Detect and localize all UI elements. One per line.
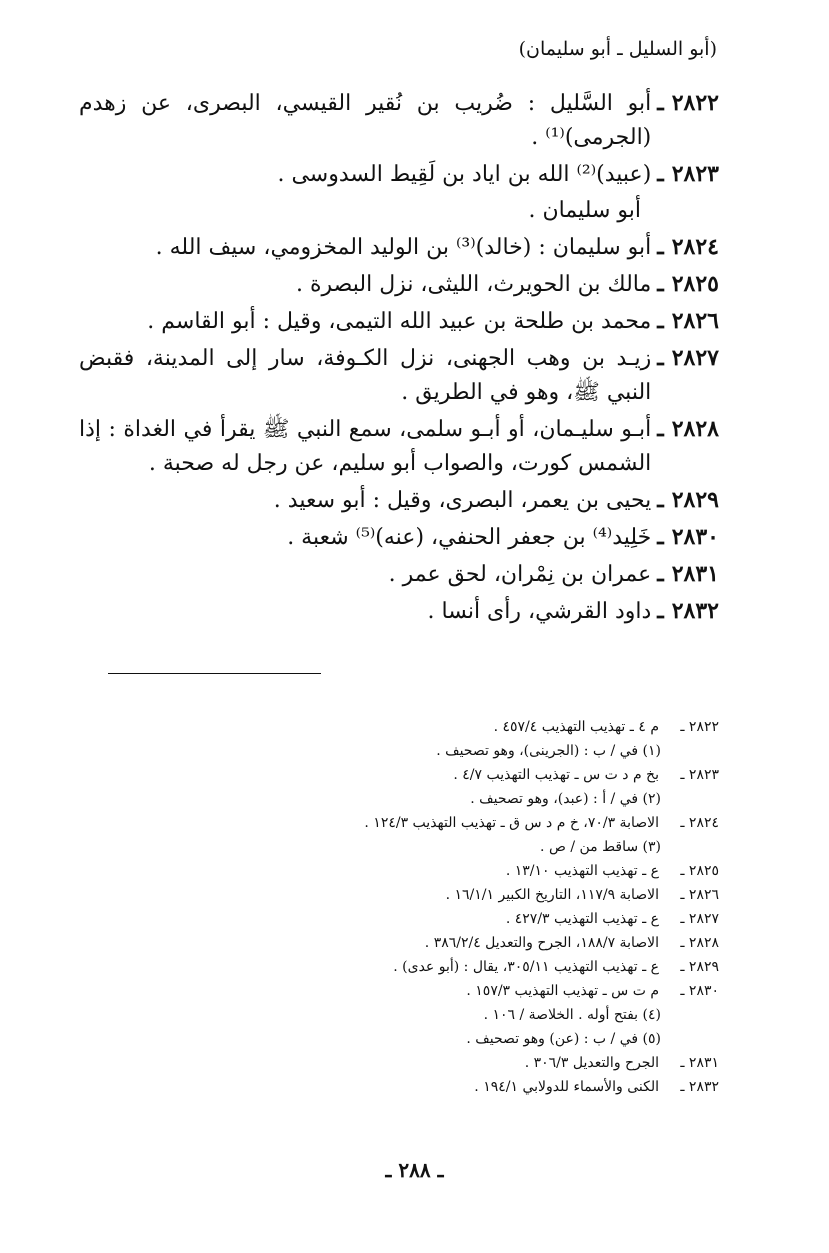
entry: ٢٨٢٧ ـ زيـد بن وهب الجهنى، نزل الكـوفة، سار إلى المدينة، فقبض النبي ﷺ، وهو في الطريق . bbox=[79, 341, 719, 410]
entry-number: ٢٨٢٤ bbox=[671, 234, 719, 260]
running-header: (أبو السليل ـ أبو سليمان) bbox=[518, 38, 717, 60]
footnote-text: الاصابة ٧٠/٣، خ م د س ق ـ تهذيب التهذيب ١٢٤/٣ . bbox=[364, 815, 659, 831]
entry-number: ٢٨٢٦ bbox=[671, 308, 719, 334]
footnote-source bbox=[199, 931, 719, 955]
footnote-text: م ٤ ـ تهذيب التهذيب ٤٥٧/٤ . bbox=[493, 719, 659, 735]
footnote-text: الاصابة ١٨٨/٧، الجرح والتعديل ٣٨٦/٢/٤ . bbox=[424, 935, 659, 951]
footnote-number: ٢٨٢٨ ـ bbox=[680, 935, 719, 951]
footnote-number: ٢٨٢٤ ـ bbox=[680, 815, 719, 831]
entry: ٢٨٢٦ ـ محمد بن طلحة بن عبيد الله التيمى، وقيل : أبو القاسم . bbox=[79, 304, 719, 339]
footnote-variant bbox=[199, 739, 719, 763]
entry-text: زيـد بن وهب الجهنى، نزل الكـوفة، سار إلى المدينة، فقبض النبي ﷺ، وهو في الطريق . bbox=[79, 346, 652, 405]
entry-number: ٢٨٢٨ bbox=[671, 416, 719, 442]
footnote-number: ٢٨٢٣ ـ bbox=[680, 767, 719, 783]
entry-number: ٢٨٣٠ bbox=[671, 524, 719, 550]
entry: ٢٨٢٥ ـ مالك بن الحويرث، الليثى، نزل البصرة . bbox=[79, 267, 719, 302]
footnote-text: الجرح والتعديل ٣٠٦/٣ . bbox=[524, 1055, 659, 1071]
entry-number: ٢٨٢٣ bbox=[671, 161, 719, 187]
entry: ٢٨٣٠ ـ خَلِيد⁽⁴⁾ بن جعفر الحنفي، (عنه)⁽⁵⁾ شعبة . bbox=[79, 520, 719, 555]
footnote-number: ٢٨٢٢ ـ bbox=[680, 719, 719, 735]
footnote-number: ٢٨٢٥ ـ bbox=[680, 863, 719, 879]
footnote-variant bbox=[199, 835, 719, 859]
footnotes bbox=[199, 715, 719, 1099]
footnote-number: ٢٨٢٦ ـ bbox=[680, 887, 719, 903]
footnote-variant bbox=[199, 787, 719, 811]
entry-number: ٢٨٢٩ bbox=[671, 487, 719, 513]
footnote-text: (١) في / ب : (الجرينى)، وهو تصحيف . bbox=[436, 743, 661, 759]
footnote-source bbox=[199, 883, 719, 907]
entry: ٢٨٣٢ ـ داود القرشي، رأى أنسا . bbox=[79, 594, 719, 629]
entry: ٢٨٣١ ـ عمران بن نِمْران، لحق عمر . bbox=[79, 557, 719, 592]
footnote-text: ع ـ تهذيب التهذيب ١٣/١٠ . bbox=[505, 863, 659, 879]
footnote-divider bbox=[108, 673, 321, 674]
entry-number: ٢٨٣٢ bbox=[671, 598, 719, 624]
footnote-variant bbox=[199, 1027, 719, 1051]
footnote-text: (٣) ساقط من / ص . bbox=[540, 839, 661, 855]
footnote-number: ٢٨٢٩ ـ bbox=[680, 959, 719, 975]
entry-text: يحيى بن يعمر، البصرى، وقيل : أبو سعيد . bbox=[273, 488, 652, 513]
entry: ٢٨٢٢ ـ أبو السَّليل : ضُريب بن نُقير القيسي، البصرى، عن زهدم (الجرمى)⁽¹⁾ . bbox=[79, 86, 719, 155]
entry-text: (عبيد)⁽²⁾ الله بن اياد بن لَقِيط السدوسى . bbox=[277, 162, 652, 187]
footnote-text: (٤) بفتح أوله . الخلاصة / ١٠٦ . bbox=[483, 1007, 661, 1023]
entry-text: عمران بن نِمْران، لحق عمر . bbox=[388, 562, 652, 587]
footnote-text: (٢) في / أ : (عبد)، وهو تصحيف . bbox=[470, 791, 661, 807]
footnote-text: (٥) في / ب : (عن) وهو تصحيف . bbox=[466, 1031, 661, 1047]
footnote-source bbox=[199, 955, 719, 979]
entry-text: أبو سليمان : (خالد)⁽³⁾ بن الوليد المخزومي، سيف الله . bbox=[155, 235, 652, 260]
footnote-number: ٢٨٣١ ـ bbox=[680, 1055, 719, 1071]
footnote-text: ع ـ تهذيب التهذيب ٤٢٧/٣ . bbox=[505, 911, 659, 927]
footnote-text: الكنى والأسماء للدولابي ١٩٤/١ . bbox=[474, 1079, 659, 1095]
entry: ٢٨٢٨ ـ أبـو سليـمان، أو أبـو سلمى، سمع النبي ﷺ يقرأ في الغداة : إذا الشمس كورت، والصواب أبو سليم، عن رجل له صحبة . bbox=[79, 412, 719, 481]
footnote-source bbox=[199, 1075, 719, 1099]
entries-list bbox=[79, 86, 719, 631]
entry: ٢٨٢٣ ـ (عبيد)⁽²⁾ الله بن اياد بن لَقِيط السدوسى . bbox=[79, 157, 719, 192]
entry-text: خَلِيد⁽⁴⁾ بن جعفر الحنفي، (عنه)⁽⁵⁾ شعبة . bbox=[287, 525, 652, 550]
footnote-variant bbox=[199, 1003, 719, 1027]
footnote-source bbox=[199, 763, 719, 787]
footnote-number: ٢٨٣٠ ـ bbox=[680, 983, 719, 999]
entry: ٢٨٢٩ ـ يحيى بن يعمر، البصرى، وقيل : أبو سعيد . bbox=[79, 483, 719, 518]
entry-text: مالك بن الحويرث، الليثى، نزل البصرة . bbox=[296, 272, 652, 297]
footnote-source bbox=[199, 979, 719, 1003]
footnote-text: ع ـ تهذيب التهذيب ٣٠٥/١١، يقال : (أبو عدى) . bbox=[393, 959, 659, 975]
footnote-text: بخ م د ت س ـ تهذيب التهذيب ٤/٧ . bbox=[453, 767, 659, 783]
entry-text: أبـو سليـمان، أو أبـو سلمى، سمع النبي ﷺ يقرأ في الغداة : إذا الشمس كورت، والصواب أبو سليم، عن رجل له صحبة . bbox=[79, 417, 652, 476]
footnote-source bbox=[199, 907, 719, 931]
footnote-source bbox=[199, 859, 719, 883]
footnote-source bbox=[199, 811, 719, 835]
footnote-source bbox=[199, 715, 719, 739]
entry-number: ٢٨٣١ bbox=[671, 561, 719, 587]
entry-number: ٢٨٢٢ bbox=[671, 90, 719, 116]
entry-number: ٢٨٢٥ bbox=[671, 271, 719, 297]
entry: ٢٨٢٤ ـ أبو سليمان : (خالد)⁽³⁾ بن الوليد المخزومي، سيف الله . bbox=[79, 230, 719, 265]
page-number: ـ ٢٨٨ ـ bbox=[385, 1158, 444, 1182]
entry-number: ٢٨٢٧ bbox=[671, 345, 719, 371]
entry bbox=[79, 194, 719, 228]
footnote-source bbox=[199, 1051, 719, 1075]
footnote-text: الاصابة ١١٧/٩، التاريخ الكبير ١٦/١/١ . bbox=[445, 887, 659, 903]
footnote-text: م ت س ـ تهذيب التهذيب ١٥٧/٣ . bbox=[466, 983, 659, 999]
entry-text: محمد بن طلحة بن عبيد الله التيمى، وقيل : أبو القاسم . bbox=[147, 309, 652, 334]
entry-text: أبو السَّليل : ضُريب بن نُقير القيسي، البصرى، عن زهدم (الجرمى)⁽¹⁾ . bbox=[79, 91, 652, 150]
footnote-number: ٢٨٣٢ ـ bbox=[680, 1079, 719, 1095]
footnote-number: ٢٨٢٧ ـ bbox=[680, 911, 719, 927]
entry-text: أبو سليمان . bbox=[528, 198, 641, 223]
entry-text: داود القرشي، رأى أنسا . bbox=[427, 599, 652, 624]
